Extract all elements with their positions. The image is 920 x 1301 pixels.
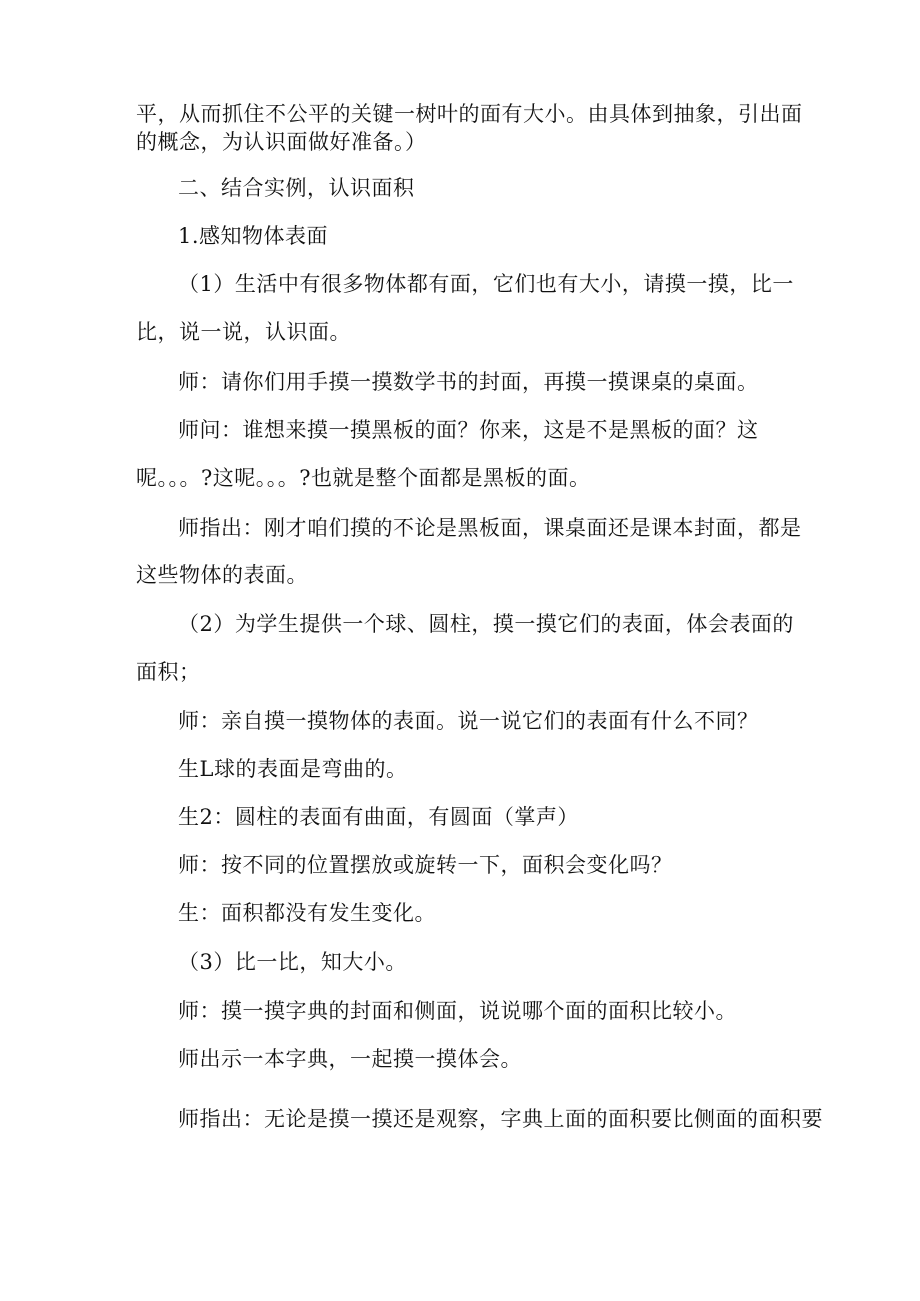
section-heading: 二、结合实例，认识面积 (178, 176, 415, 200)
paragraph-line: 这些物体的表面。 (136, 563, 308, 587)
paragraph-line: 师指出：刚才咱们摸的不论是黑板面，课桌面还是课本封面，都是 (178, 516, 802, 540)
paragraph-line: 比，说一说，认识面。 (136, 320, 351, 344)
paragraph-line: 平，从而抓住不公平的关键一树叶的面有大小。由具体到抽象，引出面 (136, 102, 803, 126)
paragraph-line: 师：亲自摸一摸物体的表面。说一说它们的表面有什么不同？ (178, 709, 759, 733)
paragraph-line: 生L球的表面是弯曲的。 (178, 757, 408, 781)
paragraph-line: 师出示一本字典，一起摸一摸体会。 (178, 1047, 522, 1071)
paragraph-line: 生：面积都没有发生变化。 (178, 901, 436, 925)
paragraph-line: 师：摸一摸字典的封面和侧面，说说哪个面的面积比较小。 (178, 999, 737, 1023)
paragraph-line: 的概念，为认识面做好准备。） (136, 130, 427, 154)
paragraph-line: 师问：谁想来摸一摸黑板的面？你来，这是不是黑板的面？这 (178, 418, 759, 442)
paragraph-line: （3）比一比，知大小。 (178, 950, 407, 974)
paragraph-line: 生2：圆柱的表面有曲面，有圆面（掌声） (178, 805, 579, 829)
paragraph-line: 师：按不同的位置摆放或旋转一下，面积会变化吗？ (178, 853, 673, 877)
paragraph-line: 呢。。。?这呢。。。?也就是整个面都是黑板的面。 (136, 466, 591, 490)
paragraph-line: 师：请你们用手摸一摸数学书的封面，再摸一摸课桌的桌面。 (178, 370, 759, 394)
paragraph-line: （1）生活中有很多物体都有面，它们也有大小，请摸一摸，比一 (178, 272, 794, 296)
subsection-heading: 1.感知物体表面 (178, 224, 329, 248)
paragraph-line: 面积； (136, 660, 201, 684)
paragraph-line: 师指出：无论是摸一摸还是观察，字典上面的面积要比侧面的面积要 (178, 1107, 823, 1131)
paragraph-line: （2）为学生提供一个球、圆柱，摸一摸它们的表面，体会表面的 (178, 612, 794, 636)
